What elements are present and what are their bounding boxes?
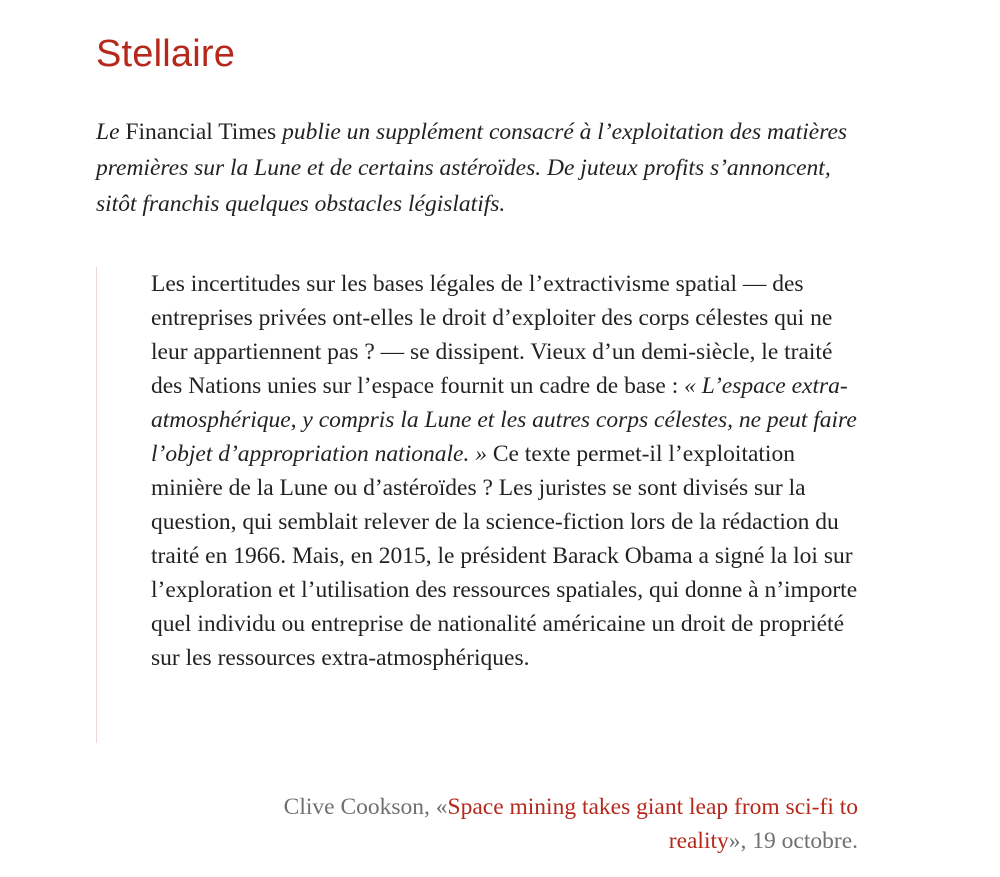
source-author: Clive Cookson, « xyxy=(283,794,448,820)
intro-italic-lead: Le xyxy=(96,119,120,145)
quote-treaty-citation: « L’espace extra-atmosphérique, y compris la Lune et les autres corps célestes, ne peut faire l’objet d’appropriation nationale. » xyxy=(151,373,857,467)
intro-publication-name: Financial Times xyxy=(119,119,283,145)
quote-paragraph xyxy=(151,267,863,675)
quote-text-part-1: Les incertitudes sur les bases légales de l’extractivisme spatial — des entreprises privées ont-elles le droit d’exploiter des corps célestes qui ne leur appartiennent pas ? — se dissipent. Vieux d’un demi-siècle, le traité des Nations unies sur l’espace fournit un cadre de base : xyxy=(151,271,833,399)
intro-italic-body: publie un supplément consacré à l’exploitation des matières premières sur la Lune et de certains astéroïdes. De juteux profits s’annoncent, sitôt franchis quelques obstacles législatifs. xyxy=(96,119,848,217)
page-title: Stellaire xyxy=(96,33,236,75)
source-article-link[interactable]: Space mining takes giant leap from sci-fi to reality xyxy=(447,794,858,854)
source-citation xyxy=(218,790,858,858)
quote-text-part-2: Ce texte permet-il l’exploitation minière de la Lune ou d’astéroïdes ? Les juristes se sont divisés sur la question, qui semblait relever de la science-fiction lors de la rédaction du traité en 1966. Mais, en 2015, le président Barack Obama a signé la loi sur l’exploration et l’utilisation des ressources spatiales, qui donne à n’importe quel individu ou entreprise de nationalité américaine un droit de propriété sur les ressources extra-atmosphériques. xyxy=(151,441,858,671)
intro-paragraph xyxy=(96,114,876,222)
source-date: », 19 octobre. xyxy=(728,828,858,854)
quote-block xyxy=(96,267,877,743)
